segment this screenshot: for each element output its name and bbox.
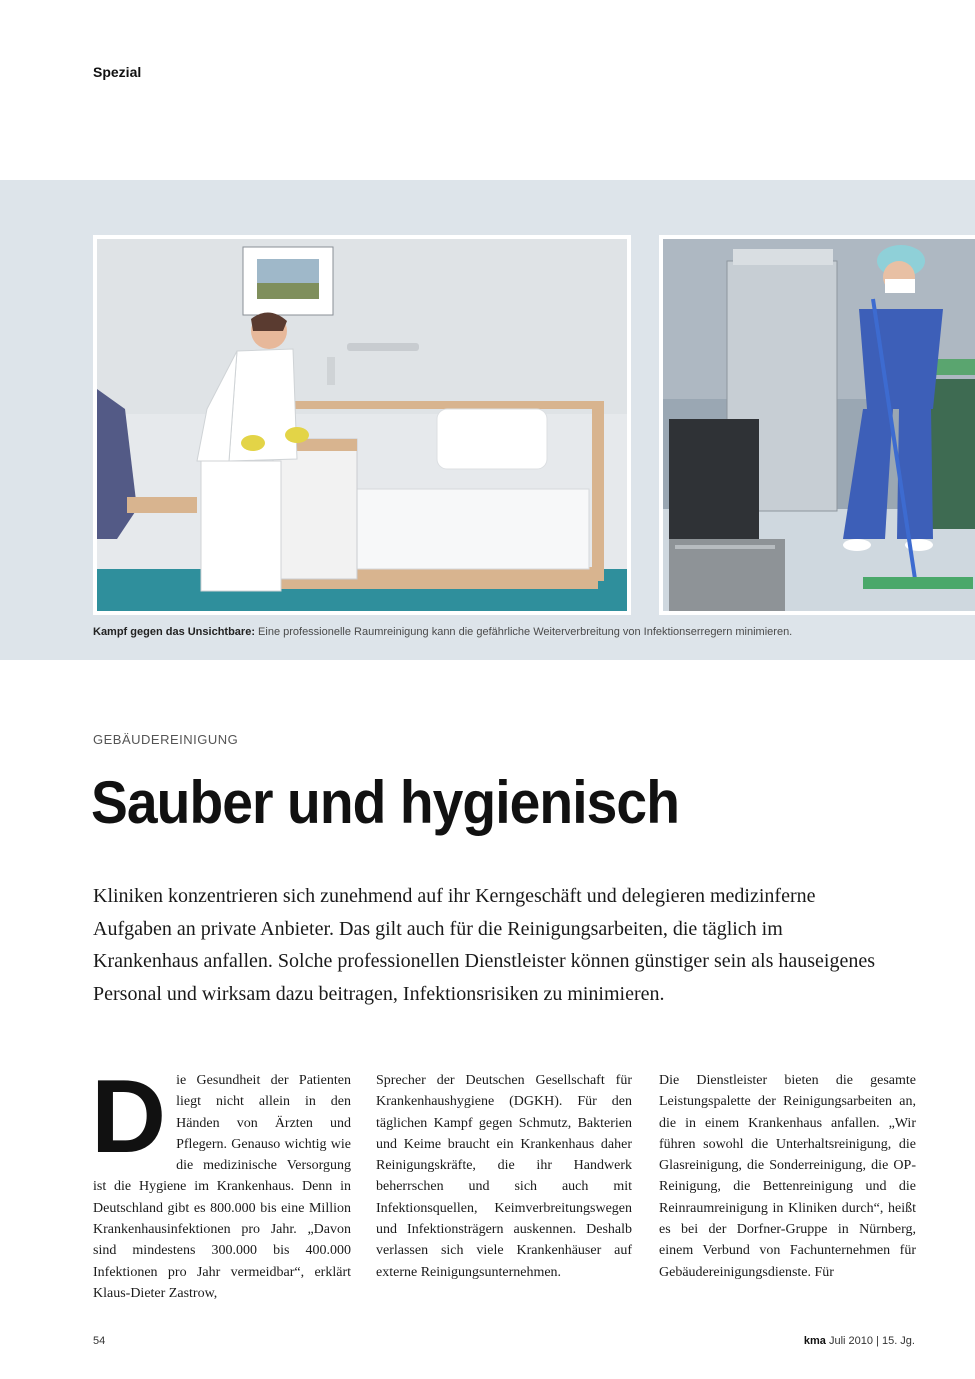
issue-info (804, 1335, 915, 1347)
body-column-2: Sprecher der Deutschen Gesellschaft für Krankenhaushygiene (DGKH). Für den täglichen Kampf gegen Schmutz, Bakterien und Keime braucht ein Krankenhaus daher Reinigungskräfte, die ihr Handwerk beherrschen und sich auch mit Infektionsquellen, Keimverbreitungswegen und Infektionsträgern auskennen. Deshalb verlassen sich viele Krankenhäuser auf externe Reinigungsunternehmen. (376, 1073, 632, 1280)
photo-caption (93, 626, 953, 638)
body-column-1 (91, 1059, 351, 1304)
caption-lead: Kampf gegen das Unsichtbare: (93, 626, 255, 638)
issue-date: Juli 2010 | 15. Jg. (825, 1335, 915, 1347)
magazine-name: kma (803, 1335, 826, 1347)
photo-or-cleaning (659, 235, 975, 615)
body-text-1: ie Gesundheit der Patienten liegt nicht allein in den Händen von Ärzten und Pflegern. Genauso wichtig wie die medizinische Versorgung ist die Hygiene im Krankenhaus. Denn in Deutschland gibt es 800.000 bis eine Million Krankenhausinfektionen pro Jahr. „Davon sind mindestens 300.000 bis 400.000 Infektionen pro Jahr vermeidbar“, erklärt Klaus-Dieter Zastrow, (93, 1073, 351, 1301)
drop-cap: D (91, 1059, 167, 1175)
or-cleaning-image (663, 239, 975, 611)
kicker: GEBÄUDEREINIGUNG (93, 732, 239, 747)
page-number: 54 (93, 1335, 106, 1347)
page-title: Sauber und hygienisch (91, 769, 679, 836)
lead-paragraph: Kliniken konzentrieren sich zunehmend auf ihr Kerngeschäft und delegieren medizinferne Aufgaben an private Anbieter. Das gilt auch für die Reinigungsarbeiten, die täglich im Krankenhaus anfallen. Solche professionellen Dienstleister können günstiger sein als hauseigenes Personal und wirksam dazu beitragen, Infektionsrisiken zu minimieren. (93, 885, 876, 1005)
caption-text: Eine professionelle Raumreinigung kann die gefährliche Weiterverbreitung von Infektionserregern minimieren. (254, 626, 793, 638)
section-label: Spezial (93, 64, 142, 80)
photo-room-cleaning (93, 235, 631, 615)
body-column-3: Die Dienstleister bieten die gesamte Leistungspalette der Reinigungsarbeiten an, die in einem Krankenhaus anfallen. „Wir führen sowohl die Unterhaltsreinigung, die Glasreinigung, die Sonderreinigung, die OP-Reinigung, die Bettenreinigung und die Reinraumreinigung in Kliniken durch“, heißt es bei der Dorfner-Gruppe in Nürnberg, einem Verbund von Fachunternehmen für Gebäudereinigungsdienste. Für (659, 1073, 916, 1280)
room-cleaning-image (97, 239, 627, 611)
